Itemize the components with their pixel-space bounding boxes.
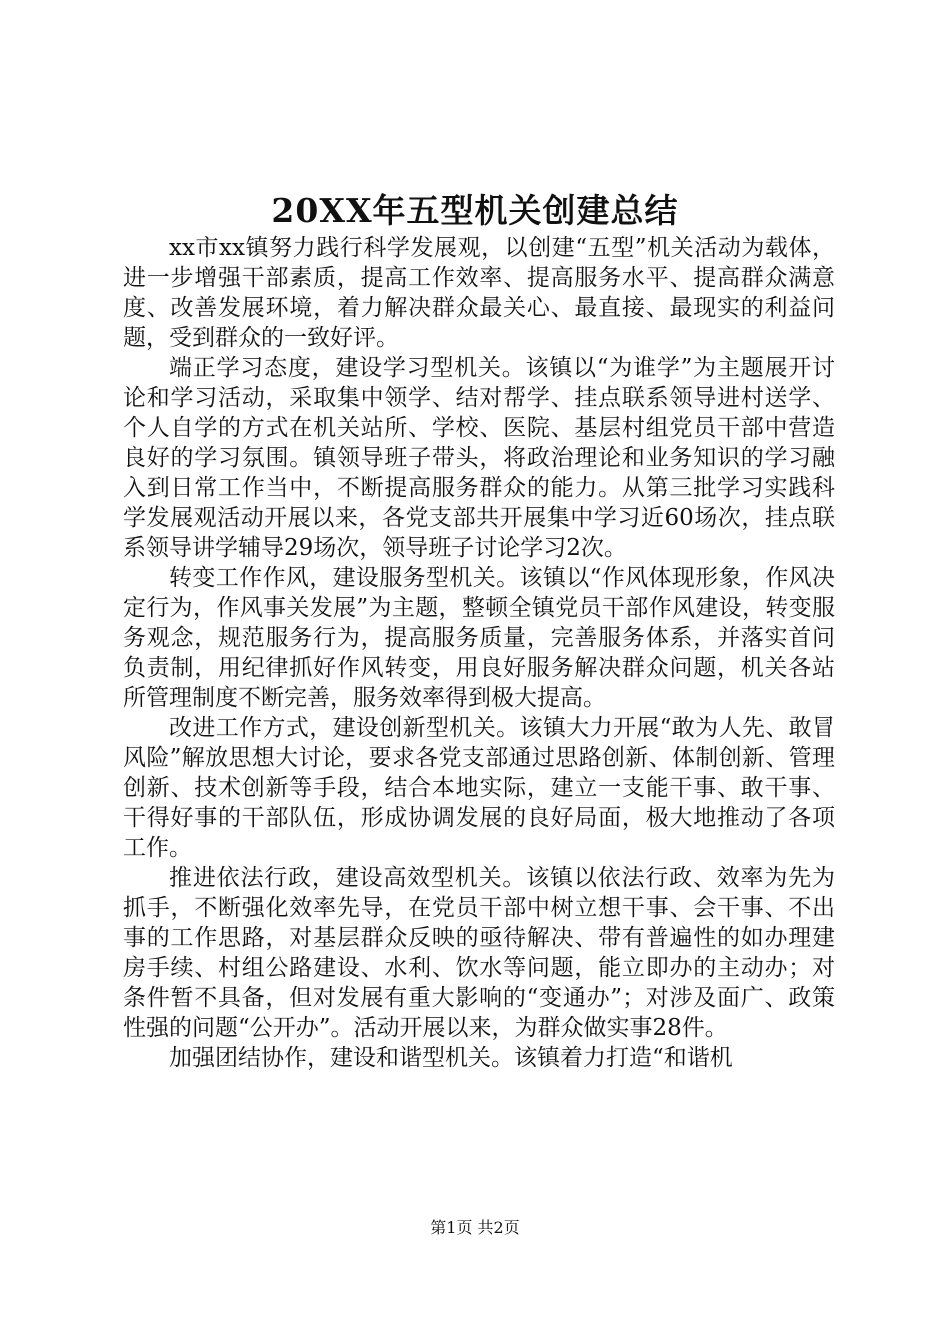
document-title: 20XX年五型机关创建总结 xyxy=(271,191,679,230)
paragraph-efficiency: 推进依法行政，建设高效型机关。该镇以依法行政、效率为先为抓手，不断强化效率先导，在党员干部中树立想干事、会干事、不出事的工作思路，对基层群众反映的亟待解决、带有普遍性的如办理建房手续、村组公路建设、水利、饮水等问题，能立即办的主动办；对条件暂不具备，但对发展有重大影响的“变通办”；对涉及面广、政策性强的问题“公开办”。活动开展以来，为群众做实事28件。 xyxy=(123,865,835,1041)
document-body xyxy=(123,233,835,1073)
paragraph-intro: xx市xx镇努力践行科学发展观，以创建“五型”机关活动为载体，进一步增强干部素质，提高工作效率、提高服务水平、提高群众满意度、改善发展环境，着力解决群众最关心、最直接、最现实的利益问题，受到群众的一致好评。 xyxy=(123,235,835,351)
paragraph-innovation: 改进工作方式，建设创新型机关。该镇大力开展“敢为人先、敢冒风险”解放思想大讨论，要求各党支部通过思路创新、体制创新、管理创新、技术创新等手段，结合本地实际，建立一支能干事、敢干事、干得好事的干部队伍，形成协调发展的良好局面，极大地推动了各项工作。 xyxy=(123,715,835,861)
paragraph-harmony: 加强团结协作，建设和谐型机关。该镇着力打造“和谐机 xyxy=(169,1045,733,1071)
paragraph-service: 转变工作作风，建设服务型机关。该镇以“作风体现形象，作风决定行为，作风事关发展”为主题，整顿全镇党员干部作风建设，转变服务观念，规范服务行为，提高服务质量，完善服务体系，并落实首问负责制，用纪律抓好作风转变，用良好服务解决群众问题，机关各站所管理制度不断完善，服务效率得到极大提高。 xyxy=(123,565,835,711)
page-footer: 第1页 共2页 xyxy=(430,1218,520,1237)
paragraph-learning: 端正学习态度，建设学习型机关。该镇以“为谁学”为主题展开讨论和学习活动，采取集中领学、结对帮学、挂点联系领导进村送学、个人自学的方式在机关站所、学校、医院、基层村组党员干部中营造良好的学习氛围。镇领导班子带头，将政治理论和业务知识的学习融入到日常工作当中，不断提高服务群众的能力。从第三批学习实践科学发展观活动开展以来，各党支部共开展集中学习近60场次，挂点联系领导讲学辅导29场次，领导班子讨论学习2次。 xyxy=(123,355,835,561)
